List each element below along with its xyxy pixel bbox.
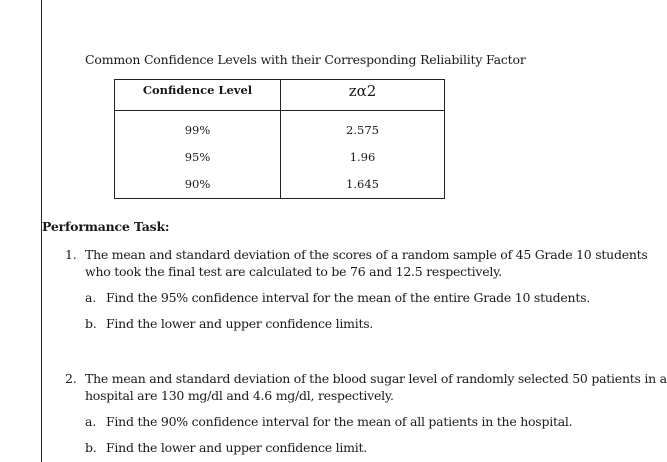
header-confidence-level: Confidence Level	[115, 80, 281, 111]
table-row	[115, 144, 445, 171]
sub-letter: b.	[85, 316, 97, 331]
reliability-factor-table	[114, 79, 445, 199]
task-text: The mean and standard deviation of the blood sugar level of randomly selected 50 patients in a hospital are 130 mg/dl and 4.6 mg/dl, respectively.	[85, 371, 667, 403]
header-z-alpha-2: zα2	[281, 80, 445, 111]
table-row	[115, 170, 445, 199]
sub-letter: b.	[85, 440, 97, 455]
cell-reliability-factor: 1.645	[281, 170, 445, 199]
performance-task-heading: Performance Task:	[42, 219, 170, 234]
table-caption: Common Confidence Levels with their Corresponding Reliability Factor	[85, 52, 526, 67]
sub-letter: a.	[85, 290, 96, 305]
task-number: 2.	[65, 371, 77, 386]
sub-text: Find the 90% confidence interval for the mean of all patients in the hospital.	[106, 414, 573, 429]
cell-reliability-factor: 2.575	[281, 111, 445, 144]
table-row	[115, 111, 445, 144]
sub-letter: a.	[85, 414, 96, 429]
cell-confidence-level: 99%	[115, 111, 281, 144]
sub-text: Find the lower and upper confidence limit.	[106, 440, 367, 455]
table-header-row	[115, 80, 445, 111]
sub-text: Find the lower and upper confidence limits.	[106, 316, 374, 331]
task-text: The mean and standard deviation of the scores of a random sample of 45 Grade 10 students who took the final test are calculated to be 76 and 12.5 respectively.	[85, 247, 648, 279]
sub-text: Find the 95% confidence interval for the mean of the entire Grade 10 students.	[106, 290, 591, 305]
cell-reliability-factor: 1.96	[281, 144, 445, 171]
cell-confidence-level: 95%	[115, 144, 281, 171]
task-number: 1.	[65, 247, 77, 262]
cell-confidence-level: 90%	[115, 170, 281, 199]
